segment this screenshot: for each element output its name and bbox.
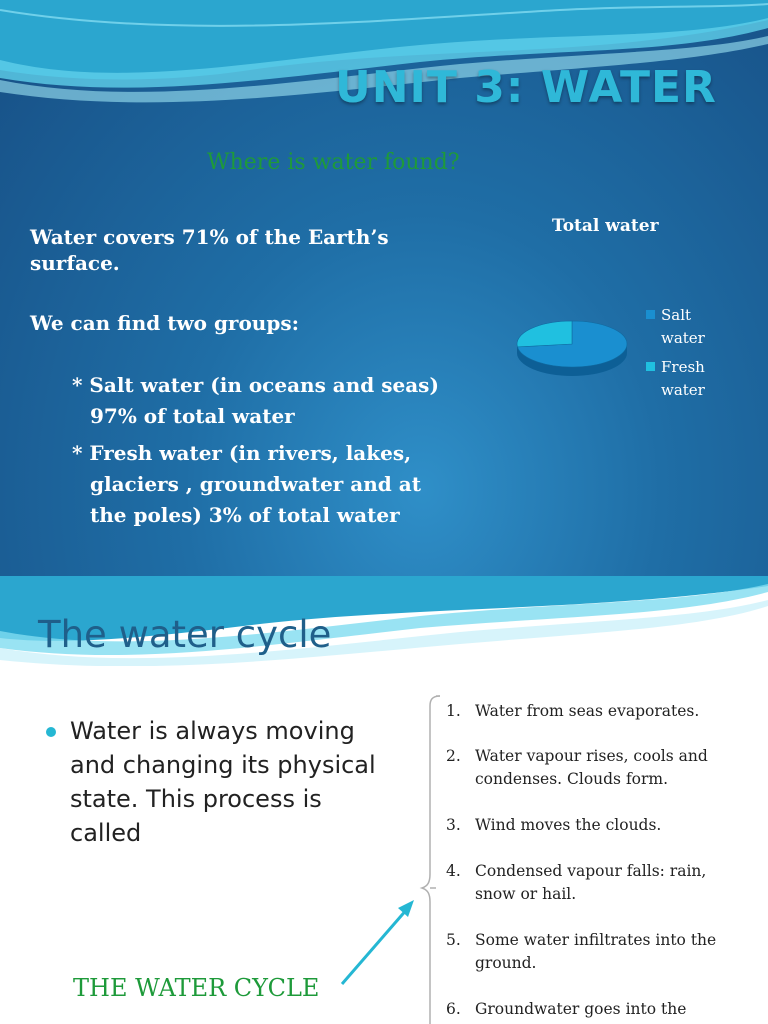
step-text: Groundwater goes into the — [475, 1000, 687, 1018]
step-text: Water from seas evaporates. — [475, 702, 700, 720]
step-item — [446, 814, 746, 837]
step-item — [446, 998, 746, 1021]
fresh-water-item: * Fresh water (in rivers, lakes, glaciers , groundwater and at the poles) 3% of total water — [72, 441, 421, 527]
step-text: Condensed vapour falls: rain, snow or hail. — [475, 862, 707, 903]
paragraph-groups: We can find two groups: — [30, 311, 299, 335]
water-groups-list — [72, 370, 452, 537]
step-text: Wind moves the clouds. — [475, 816, 662, 834]
slide-water-cycle — [0, 576, 768, 1024]
step-number: 4. — [446, 862, 461, 880]
slide-title: UNIT 3: WATER — [335, 62, 717, 113]
step-item — [446, 745, 746, 791]
legend-swatch — [646, 310, 655, 319]
legend-swatch — [646, 362, 655, 371]
step-number: 2. — [446, 747, 461, 765]
chart-legend — [646, 304, 731, 408]
step-item — [446, 929, 746, 975]
step-number: 5. — [446, 931, 461, 949]
step-number: 6. — [446, 1000, 461, 1018]
legend-label: Salt water — [661, 306, 705, 347]
step-text: Some water infiltrates into the ground. — [475, 931, 717, 972]
legend-entry — [646, 356, 731, 402]
water-cycle-steps — [446, 700, 746, 1021]
salt-water-item: * Salt water (in oceans and seas) 97% of total water — [72, 373, 439, 428]
step-number: 1. — [446, 702, 461, 720]
pie-slice — [517, 321, 572, 347]
step-number: 3. — [446, 816, 461, 834]
chart-title: Total water — [552, 216, 659, 236]
bullet-text: Water is always moving and changing its physical state. This process is called — [70, 717, 376, 847]
step-item — [446, 700, 746, 723]
step-text: Water vapour rises, cools and condenses. Clouds form. — [475, 747, 708, 788]
legend-entry — [646, 304, 731, 350]
step-item — [446, 860, 746, 906]
pie-chart — [510, 310, 635, 390]
slide-title: The water cycle — [38, 613, 332, 656]
bullet-dot-icon — [46, 727, 56, 737]
water-cycle-label: THE WATER CYCLE — [73, 974, 320, 1002]
slide-subtitle: Where is water found? — [207, 150, 460, 175]
paragraph-coverage: Water covers 71% of the Earth’s surface. — [30, 225, 389, 275]
brace-and-arrow — [332, 686, 462, 1024]
legend-label: Fresh water — [661, 358, 705, 399]
